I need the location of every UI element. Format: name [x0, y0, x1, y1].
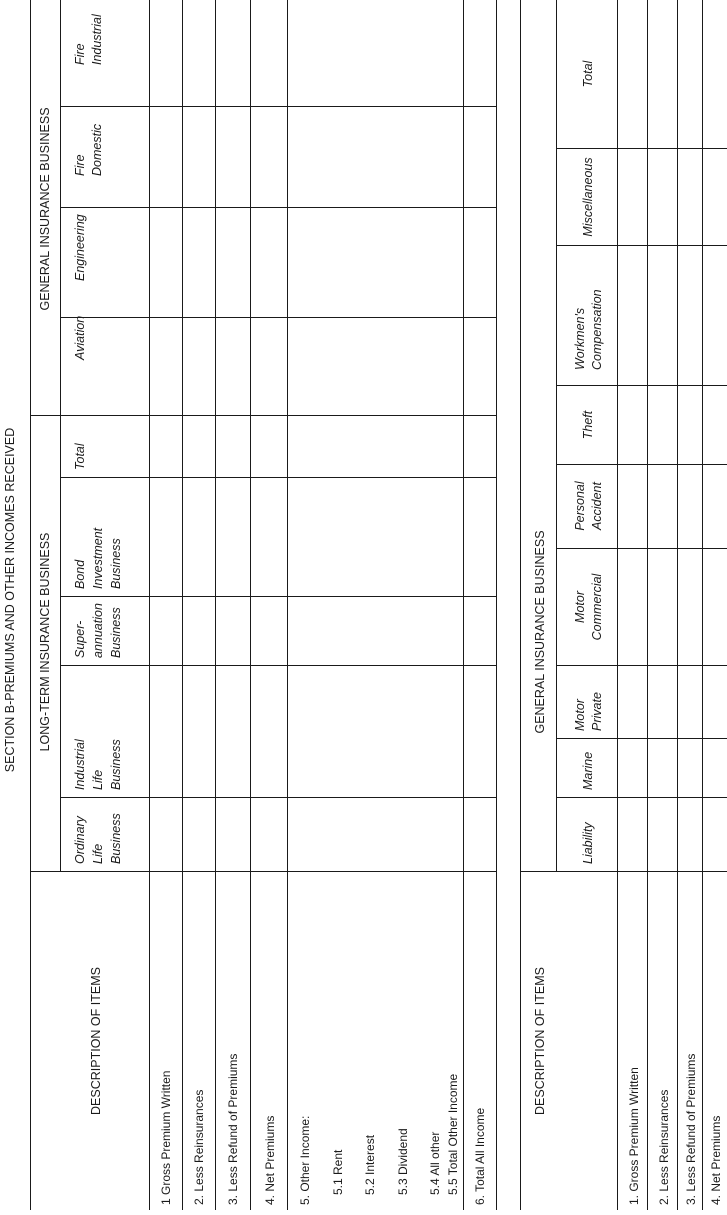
row2-net-premiums: 4. Net Premiums	[709, 1115, 723, 1205]
col-motor-private	[573, 692, 604, 731]
table1-row-labels	[159, 1054, 487, 1205]
col-marine: Marine	[581, 751, 595, 790]
col-motor-commercial-line2: Commercial	[590, 573, 604, 641]
row-all-other: 5.4 All other	[428, 1131, 442, 1195]
table2-general-group-title: GENERAL INSURANCE BUSINESS	[533, 530, 547, 734]
col-total-long-term: Total	[73, 443, 87, 470]
col-bond-investment	[73, 527, 123, 589]
section-title: SECTION B-PREMIUMS AND OTHER INCOMES RECEIVED	[3, 427, 17, 773]
col-engineering: Engineering	[73, 214, 87, 281]
row2-gross-premium: 1. Gross Premium Written	[627, 1067, 641, 1205]
col-theft: Theft	[581, 410, 595, 440]
row-other-income: 5. Other Income:	[298, 1115, 312, 1205]
row-net-premiums: 4. Net Premiums	[263, 1115, 277, 1205]
col-ordinary-life	[73, 813, 123, 864]
col-liability: Liability	[581, 822, 595, 864]
long-term-group-title: LONG-TERM INSURANCE BUSINESS	[38, 532, 52, 752]
col-industrial-life-line3: Business	[109, 739, 123, 790]
row-total-other-income: 5.5 Total Other Income	[446, 1073, 460, 1195]
row-gross-premium: 1 Gross Premium Written	[159, 1070, 173, 1205]
col-ordinary-life-line2: Life	[91, 843, 105, 864]
row-less-reinsurances: 2. Less Reinsurances	[192, 1089, 206, 1205]
row-interest: 5.2 Interest	[363, 1134, 377, 1195]
col-bond-investment-line3: Business	[109, 538, 123, 589]
col-superannuation	[73, 603, 123, 658]
col-aviation: Aviation	[73, 315, 87, 360]
col-industrial-life-line2: Life	[91, 769, 105, 790]
table2-grid	[520, 0, 727, 1210]
col-fire-industrial	[73, 13, 104, 65]
row2-less-refund: 3. Less Refund of Premiums	[684, 1053, 698, 1205]
table2-description-header: DESCRIPTION OF ITEMS	[533, 967, 547, 1115]
col-motor-private-line1: Motor	[573, 699, 587, 731]
col-motor-private-line2: Private	[590, 692, 604, 731]
col-workmens-compensation-line1: Workmen's	[573, 307, 587, 370]
col-personal-accident-line2: Accident	[590, 482, 604, 530]
col-industrial-life-line1: Industrial	[73, 739, 87, 790]
col-fire-industrial-line1: Fire	[73, 43, 87, 65]
col-workmens-compensation-line2: Compensation	[590, 289, 604, 370]
col-miscellaneous: Miscellaneous	[581, 157, 595, 237]
col-personal-accident-line1: Personal	[573, 481, 587, 531]
col-superannuation-line2: annuation	[91, 603, 105, 658]
col-personal-accident	[573, 480, 604, 531]
col-fire-domestic	[73, 123, 104, 176]
row-less-refund: 3. Less Refund of Premiums	[226, 1053, 240, 1205]
table2-row-labels	[627, 1054, 723, 1205]
col-superannuation-line1: Super-	[73, 620, 87, 658]
row2-less-reinsurances: 2. Less Reinsurances	[657, 1089, 671, 1205]
general-group-title: GENERAL INSURANCE BUSINESS	[38, 107, 52, 311]
col-bond-investment-line1: Bond	[73, 559, 87, 589]
col-industrial-life	[73, 738, 123, 790]
col-superannuation-line3: Business	[109, 607, 123, 658]
col-fire-industrial-line2: Industrial	[90, 14, 104, 65]
col-fire-domestic-line1: Fire	[73, 154, 87, 176]
table1-description-header: DESCRIPTION OF ITEMS	[89, 967, 103, 1115]
col-motor-commercial	[573, 572, 604, 640]
col-workmens-compensation	[573, 289, 604, 370]
col-ordinary-life-line1: Ordinary	[73, 816, 87, 864]
col-ordinary-life-line3: Business	[109, 813, 123, 864]
row-dividend: 5.3 Dividend	[396, 1128, 410, 1195]
col-total-general: Total	[581, 60, 595, 88]
row-rent: 5.1 Rent	[331, 1149, 345, 1195]
row-total-all-income: 6. Total All Income	[473, 1107, 487, 1205]
col-fire-domestic-line2: Domestic	[90, 123, 104, 176]
col-motor-commercial-line1: Motor	[573, 591, 587, 623]
col-bond-investment-line2: Investment	[91, 527, 105, 589]
